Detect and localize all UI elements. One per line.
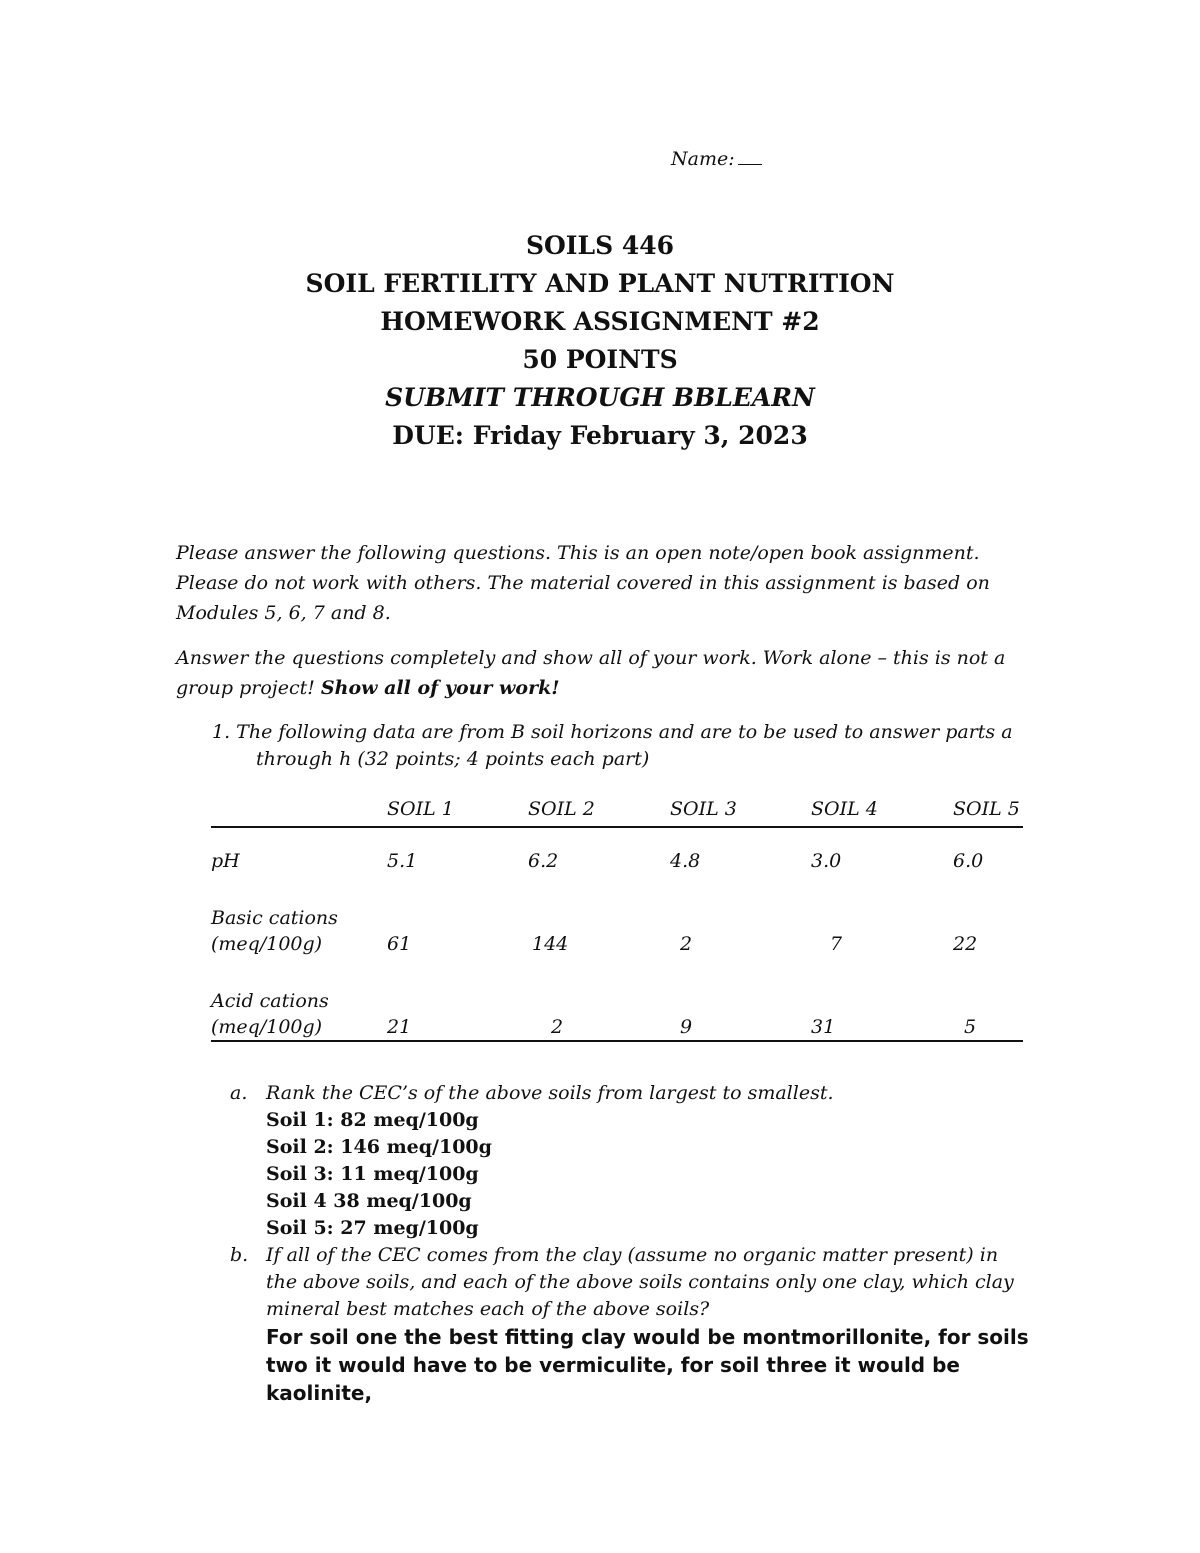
intro-text-line: Modules 5, 6, 7 and 8. bbox=[176, 602, 391, 624]
part-a-answer: Soil 1: 82 meq/100g bbox=[266, 1109, 479, 1131]
table-row bbox=[211, 827, 1023, 874]
name-label: Name: bbox=[671, 148, 735, 170]
table-cell: 5.1 bbox=[387, 850, 418, 872]
table-cell: 7 bbox=[830, 933, 843, 955]
part-b-question: If all of the CEC comes from the clay (assume no organic matter present) in bbox=[266, 1244, 999, 1266]
due-date: DUE: Friday February 3, 2023 bbox=[392, 421, 808, 450]
table-cell: 2 bbox=[680, 933, 693, 955]
table-header: SOIL 5 bbox=[953, 792, 1023, 827]
question-1-text: 1. The following data are from B soil horizons and are to be used to answer parts a bbox=[212, 721, 1013, 743]
part-a-answer: Soil 2: 146 meq/100g bbox=[266, 1136, 492, 1158]
intro-text-line bbox=[176, 673, 1036, 703]
table-row bbox=[211, 957, 1023, 1041]
assignment-title bbox=[0, 227, 1200, 455]
soil-data-table bbox=[211, 792, 1023, 1042]
table-cell: 22 bbox=[953, 933, 978, 955]
table-cell: 31 bbox=[811, 957, 953, 1041]
intro-text-line: Answer the questions completely and show all of your work. Work alone – this is not a bbox=[176, 647, 1006, 669]
course-name: SOIL FERTILITY AND PLANT NUTRITION bbox=[305, 269, 895, 298]
table-row bbox=[211, 874, 1023, 957]
table-cell: 5 bbox=[953, 957, 1023, 1041]
row-label: Basic cations (meq/100g) bbox=[211, 907, 338, 955]
question-1-parts bbox=[230, 1080, 1060, 1407]
table-header: SOIL 3 bbox=[670, 792, 811, 827]
intro-text-line: Please answer the following questions. This is an open note/open book assignment. bbox=[176, 542, 980, 564]
table-cell: 3.0 bbox=[811, 850, 842, 872]
table-header: SOIL 2 bbox=[528, 792, 670, 827]
question-1-text-cont: through h (32 points; 4 points each part) bbox=[256, 748, 650, 770]
part-b-answer: For soil one the best fitting clay would be montmorillonite, for soils bbox=[266, 1325, 1029, 1349]
intro-text: group project! bbox=[176, 677, 315, 699]
table-header-row bbox=[211, 792, 1023, 827]
intro-paragraph-2 bbox=[176, 643, 1036, 703]
points-total: 50 POINTS bbox=[522, 345, 678, 374]
part-label: a. bbox=[230, 1082, 248, 1104]
table-header bbox=[211, 792, 387, 827]
table-cell: 4.8 bbox=[670, 850, 701, 872]
part-a-answer: Soil 4 38 meq/100g bbox=[266, 1190, 472, 1212]
part-b bbox=[230, 1242, 1060, 1407]
part-a bbox=[230, 1080, 1060, 1242]
table-cell: 9 bbox=[670, 957, 811, 1041]
part-b-question: mineral best matches each of the above soils? bbox=[266, 1298, 710, 1320]
table-header: SOIL 4 bbox=[811, 792, 953, 827]
part-b-answer: two it would have to be vermiculite, for soil three it would be kaolinite, bbox=[266, 1353, 960, 1405]
part-a-answer: Soil 5: 27 meg/100g bbox=[266, 1217, 479, 1239]
table-cell: 21 bbox=[387, 957, 528, 1041]
name-field bbox=[671, 146, 762, 170]
table-cell: 6.2 bbox=[528, 850, 559, 872]
row-label: Acid cations (meq/100g) bbox=[211, 957, 387, 1041]
table-cell: 144 bbox=[532, 933, 569, 955]
intro-paragraph-1 bbox=[176, 538, 1036, 628]
part-label: b. bbox=[230, 1244, 249, 1266]
table-cell: 61 bbox=[387, 933, 412, 955]
intro-emphasis: Show all of your work! bbox=[320, 677, 560, 699]
submission-instruction: SUBMIT THROUGH BBLEARN bbox=[385, 383, 815, 412]
part-a-answer: Soil 3: 11 meq/100g bbox=[266, 1163, 479, 1185]
table-header: SOIL 1 bbox=[387, 792, 528, 827]
assignment-number: HOMEWORK ASSIGNMENT #2 bbox=[380, 307, 820, 336]
table-cell: 2 bbox=[528, 957, 670, 1041]
table-cell: 6.0 bbox=[953, 850, 984, 872]
part-a-question: Rank the CEC’s of the above soils from largest to smallest. bbox=[266, 1082, 834, 1104]
part-b-question: the above soils, and each of the above soils contains only one clay, which clay bbox=[266, 1271, 1014, 1293]
name-blank-line bbox=[738, 146, 762, 165]
course-code: SOILS 446 bbox=[525, 231, 675, 260]
intro-text-line: Please do not work with others. The material covered in this assignment is based on bbox=[176, 572, 990, 594]
row-label: pH bbox=[211, 850, 240, 872]
question-1 bbox=[212, 719, 1032, 773]
